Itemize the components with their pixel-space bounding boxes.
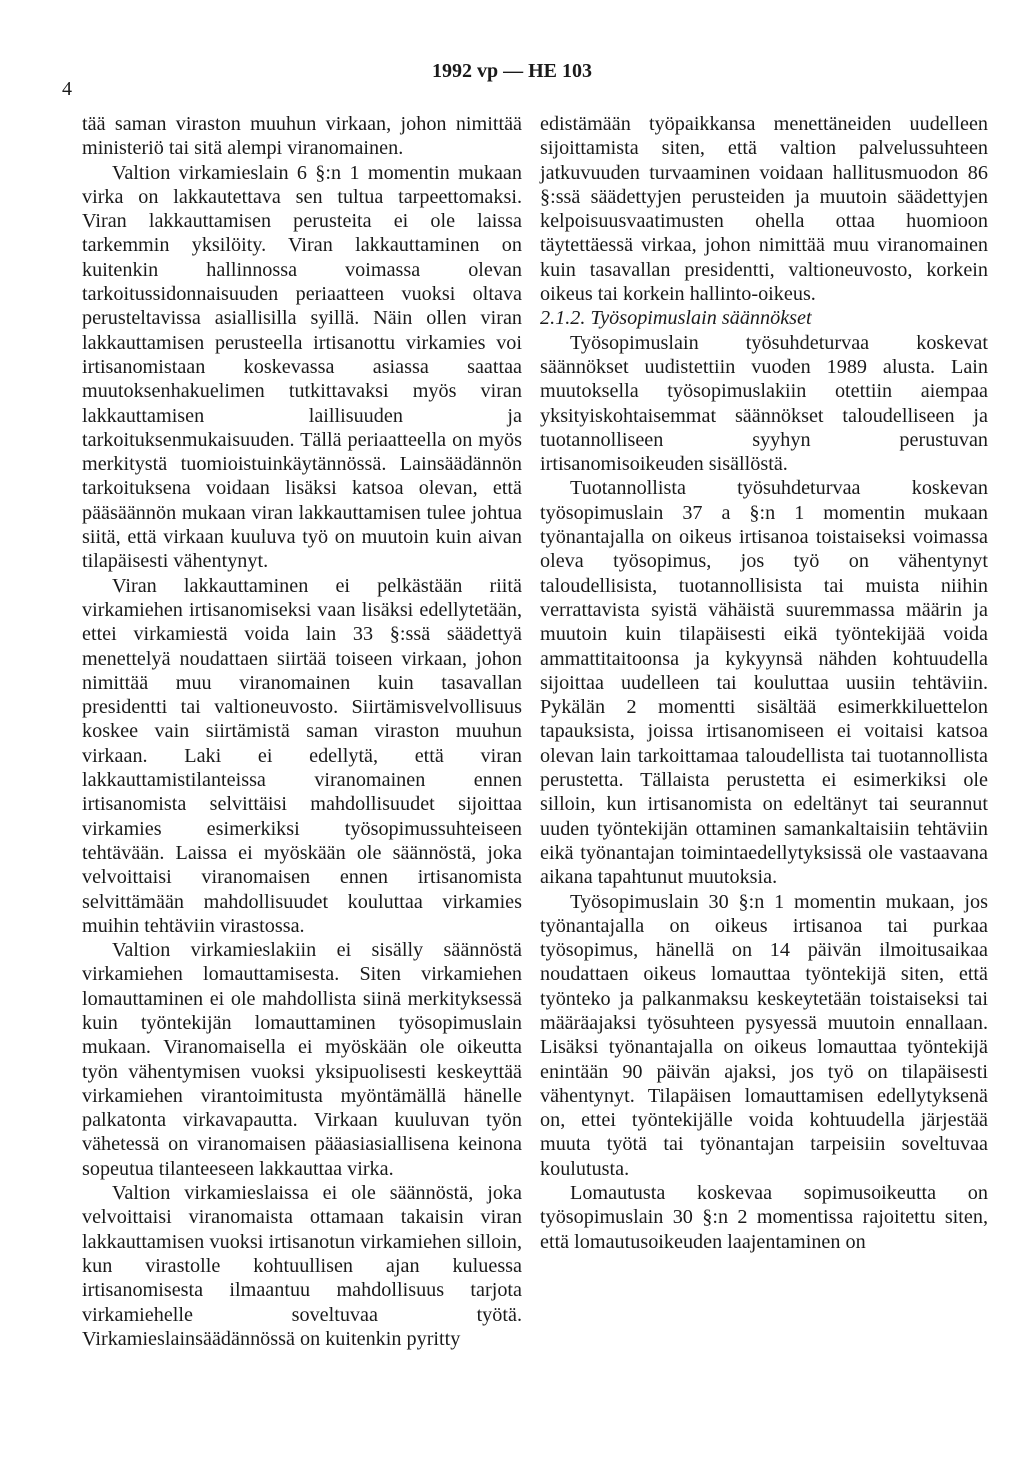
left-column [82, 112, 522, 1351]
paragraph: Työsopimuslain 30 §:n 1 momentin mukaan, jos työnantajalla on oikeus irtisanoa tai purkaa työsopimus, hänellä on 14 päivän ilmoitusaikaa noudattaen oikeus lomauttaa työntekijä siten, että työnteko ja palkanmaksu keskeytetään toistaiseksi tai määräajaksi työsuhteen pysyessä muutoin ennallaan. Lisäksi työnantajalla on oikeus lomauttaa työntekijä enintään 90 päivän ajaksi, jos työ on tilapäisesti vähentynyt. Tilapäisen lomauttamisen edellytyksenä on, ettei työntekijälle voida kohtuudella järjestää muuta työtä tai työnantajan tarpeisiin soveltuvaa koulutusta. [540, 890, 988, 1180]
paragraph: tää saman viraston muuhun virkaan, johon nimittää ministeriö tai sitä alempi viranomainen. [82, 113, 522, 160]
right-column [540, 112, 988, 1254]
page-number: 4 [62, 78, 72, 100]
section-heading: 2.1.2. Työsopimuslain säännökset [540, 307, 812, 330]
paragraph: Valtion virkamieslaissa ei ole säännöstä, joka velvoittaisi viranomaista ottamaan takaisin viran lakkauttamisen vuoksi irtisanotun virkamiehen silloin, kun virastolle kohtuullisen ajan kuluessa irtisanomisesta ilmaantuu mahdollisuus tarjota virkamiehelle soveltuvaa työtä. Virkamieslainsäädännössä on kuitenkin pyritty [82, 1182, 522, 1350]
paragraph: Valtion virkamieslakiin ei sisälly säännöstä virkamiehen lomauttamisesta. Siten virkamiehen lomauttaminen ei ole mahdollista siinä merkityksessä kuin työntekijän lomauttaminen työsopimuslain mukaan. Viranomaisella ei myöskään ole oikeutta työn vähentymisen vuoksi yksipuolisesti keskeyttää virkamiehen virantoimitusta myöntämällä hänelle palkatonta virkavapautta. Virkaan kuuluvan työn vähetessä on viranomaisen pääasiasiallisena keinona sopeutua tilanteeseen lakkauttaa virka. [82, 939, 522, 1180]
paragraph: Tuotannollista työsuhdeturvaa koskevan työsopimuslain 37 a §:n 1 momentin mukaan työnantajalla on oikeus irtisanoa toistaiseksi voimassa oleva työsopimus, jos työ on vähentynyt taloudellisista, tuotannollisista tai muista niihin verrattavista syistä vähäistä suuremmassa määrin ja muutoin kuin tilapäisesti eikä työntekijää voida ammattitaitoonsa ja kykyynsä nähden kohtuudella sijoittaa uudelleen tai kouluttaa uusiin tehtäviin. Pykälän 2 momentti sisältää esimerkkiluettelon tapauksista, joissa irtisanomiseen ei voitaisi katsoa olevan lain tarkoittamaa taloudellista tai tuotannollista perustetta. Tällaista perustetta ei esimerkiksi ole silloin, kun irtisanomista on edeltänyt tai seurannut uuden työntekijän ottaminen samankaltaisiin tehtäviin eikä työnantajan toimintaedellytyksissä ole vastaavana aikana tapahtunut muutoksia. [540, 477, 988, 889]
paragraph: Valtion virkamieslain 6 §:n 1 momentin mukaan virka on lakkautettava sen tultua tarpeettomaksi. Viran lakkauttamisen perusteita ei ole laissa tarkemmin yksilöity. Viran lakkauttaminen on kuitenkin hallinnossa voimassa olevan tarkoitussidonnaisuuden periaatteen vuoksi oltava perusteltavissa asiallisilla syillä. Näin ollen viran lakkauttamisen perusteella irtisanottu virkamies voi irtisanomistaan koskevassa asiassa saattaa muutoksenhakuelimen tutkittavaksi myös viran lakkauttamisen laillisuuden ja tarkoituksenmukaisuuden. Tällä periaatteella on myös merkitystä tuomioistuinkäytännössä. Lainsäädännön tarkoituksena voidaan lisäksi katsoa olevan, että pääsäännön mukaan viran lakkauttamisen tulee johtua siitä, että virkaan kuuluva työ on muutoin kuin aivan tilapäisesti vähentynyt. [82, 161, 522, 573]
running-head: 1992 vp — HE 103 [431, 60, 593, 82]
paragraph: Viran lakkauttaminen ei pelkästään riitä virkamiehen irtisanomiseksi vaan lisäksi edellytetään, ettei virkamiestä voida lain 33 §:ssä säädettyä menettelyä noudattaen siirtää toiseen virkaan, johon nimittää muu viranomainen kuin tasavallan presidentti tai valtioneuvosto. Siirtämisvelvollisuus koskee vain siirtämistä saman viraston muuhun virkaan. Laki ei edellytä, että viran lakkauttamistilanteissa viranomainen ennen irtisanomista selvittäisi mahdollisuudet sijoittaa virkamies esimerkiksi työsopimussuhteiseen tehtävään. Laissa ei myöskään ole säännöstä, joka velvoittaisi viranomaisen ennen irtisanomista selvittämään mahdollisuudet kouluttaa virkamies muihin tehtäviin virastossa. [82, 574, 522, 937]
paragraph: Työsopimuslain työsuhdeturvaa koskevat säännökset uudistettiin vuoden 1989 alusta. Lain muutoksella työsopimuslakiin otettiin aiempaa yksityiskohtaisemmat säännökset taloudelliseen ja tuotannolliseen syyhyn perustuvan irtisanomisoikeuden sisällöstä. [540, 331, 988, 476]
paragraph: Lomautusta koskevaa sopimusoikeutta on työsopimuslain 30 §:n 2 momentissa rajoitettu siten, että lomautusoikeuden laajentaminen on [540, 1182, 988, 1253]
paragraph: edistämään työpaikkansa menettäneiden uudelleen sijoittamista siten, että valtion palvelussuhteen jatkuvuuden turvaaminen voidaan hallitusmuodon 86 §:ssä säädettyjen perusteiden ja muutoin säädettyjen kelpoisuusvaatimusten ohella ottaa huomioon täytettäessä virkaa, johon nimittää muu viranomainen kuin tasavallan presidentti, valtioneuvosto, korkein oikeus tai korkein hallinto-oikeus. [540, 113, 988, 306]
